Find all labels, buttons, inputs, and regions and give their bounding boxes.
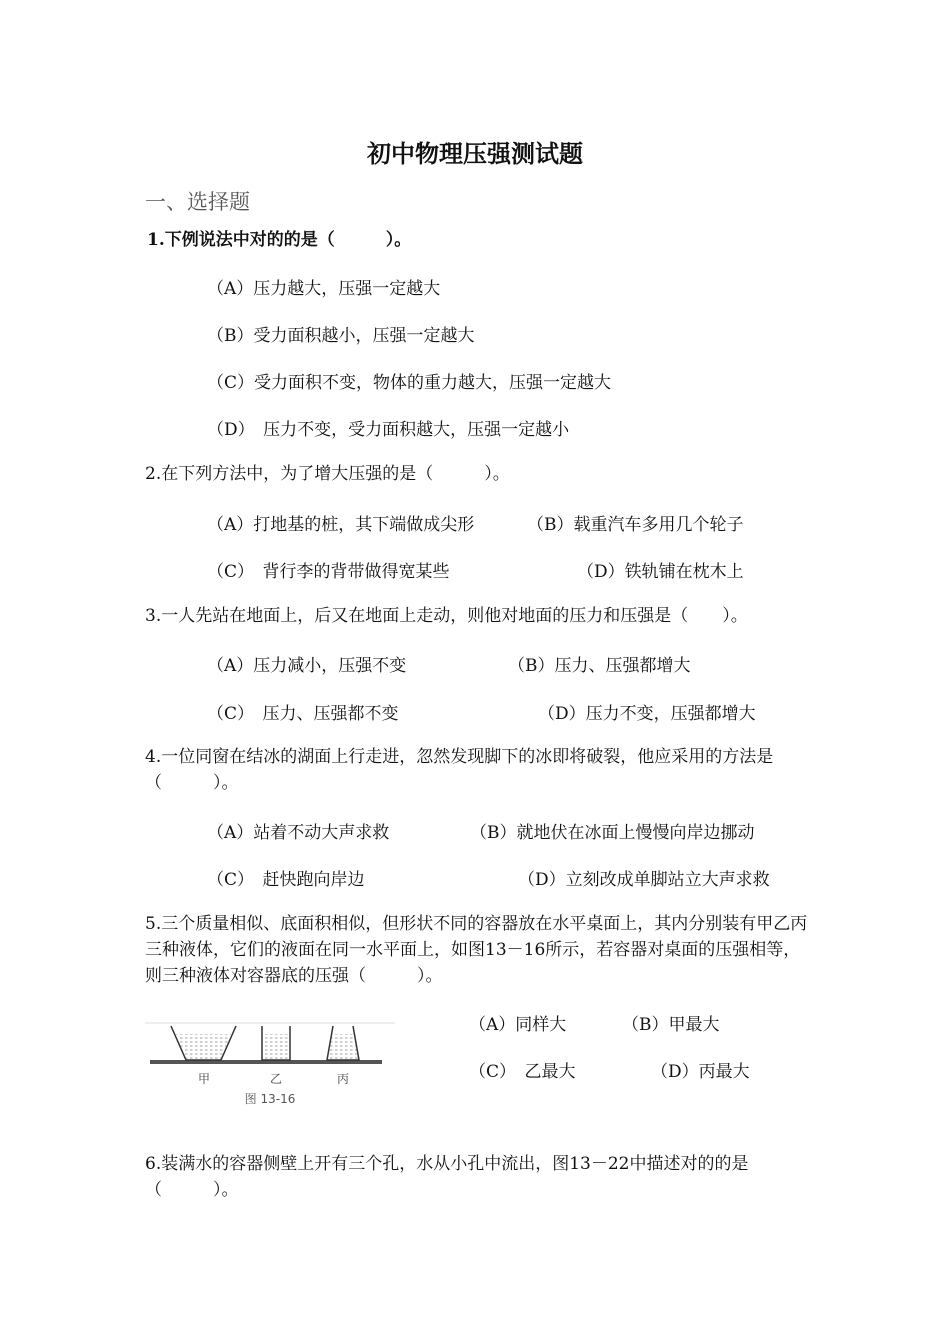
question-6-stem: 6.装满水的容器侧壁上开有三个孔，水从小孔中流出，图13－22中描述对的的是（ ）。 [145,1154,749,1200]
question-4-option-d: （D）立刻改成单脚站立大声求救 [518,870,770,890]
page-title: 初中物理压强测试题 [367,139,583,168]
figure-label-yi: 乙 [269,1072,283,1086]
question-3-stem: 3.一人先站在地面上，后又在地面上走动，则他对地面的压力和压强是（ ）。 [145,606,748,626]
figure-label-jia: 甲 [197,1072,211,1086]
question-1-option-c: （C）受力面积不变，物体的重力越大，压强一定越大 [207,373,612,393]
question-4-option-a: （A）站着不动大声求救 [207,823,390,843]
question-1-stem: 1.下例说法中对的的是（ ）。 [147,230,412,250]
question-1-option-a: （A）压力越大，压强一定越大 [207,279,441,299]
question-2-option-d: （D）铁轨铺在枕木上 [577,562,744,582]
liquid-bing [328,1034,358,1060]
question-1-option-b: （B）受力面积越小，压强一定越大 [207,326,475,346]
container-figure [145,1008,395,1108]
question-2-option-b: （B）载重汽车多用几个轮子 [527,515,744,535]
question-3-option-a: （A）压力减小，压强不变 [207,656,407,676]
question-2-option-a: （A）打地基的桩，其下端做成尖形 [207,515,475,535]
question-1-option-d: （D） 压力不变，受力面积越大，压强一定越小 [207,420,570,440]
question-2-option-c: （C） 背行李的背带做得宽某些 [207,562,450,582]
question-4-option-c: （C） 赶快跑向岸边 [207,870,365,890]
question-4-option-b: （B）就地伏在冰面上慢慢向岸边挪动 [470,823,755,843]
question-4-stem: 4.一位同窗在结冰的湖面上行走进，忽然发现脚下的冰即将破裂，他应采用的方法是（ ）。 [145,747,774,793]
figure-caption: 图 13-16 [244,1092,296,1106]
question-3-option-d: （D）压力不变，压强都增大 [538,704,756,724]
question-5-option-b: （B）甲最大 [622,1015,720,1035]
question-2-stem: 2.在下列方法中，为了增大压强的是（ ）。 [145,464,510,484]
section-heading: 一、选择题 [145,190,250,214]
liquid-yi [262,1034,290,1060]
question-3-option-c: （C） 压力、压强都不变 [207,704,399,724]
figure-label-bing: 丙 [336,1072,350,1086]
question-5-option-d: （D）丙最大 [651,1062,750,1082]
question-5-option-c: （C） 乙最大 [469,1062,576,1082]
question-5-option-a: （A）同样大 [469,1015,567,1035]
question-5-stem: 5.三个质量相似、底面积相似，但形状不同的容器放在水平桌面上，其内分别装有甲乙丙三种液体，它们的液面在同一水平面上，如图13－16所示，若容器对桌面的压强相等，则三种液体对容器底的压强（ ）。 [145,914,808,986]
question-3-option-b: （B）压力、压强都增大 [508,656,691,676]
